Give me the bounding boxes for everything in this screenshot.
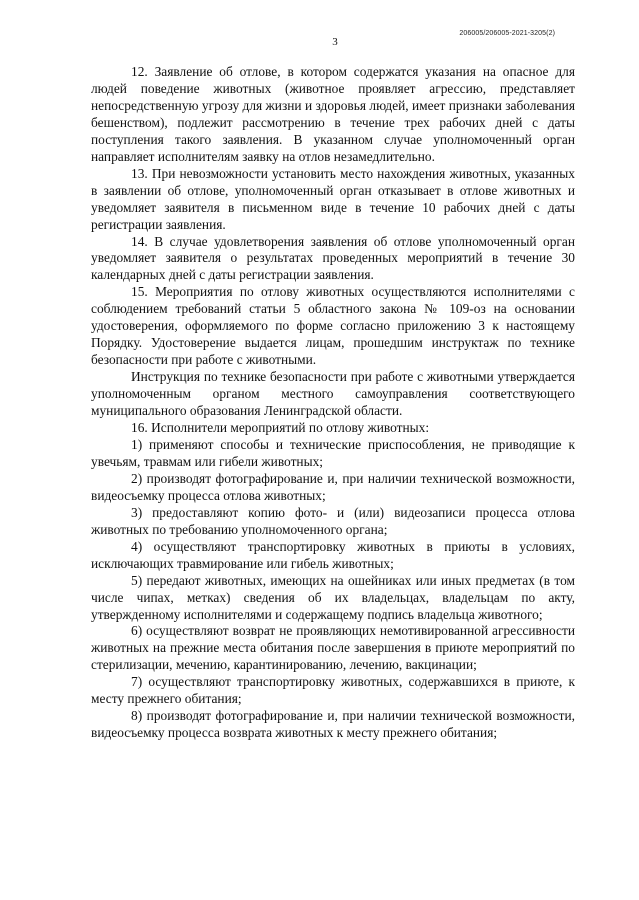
paragraph-instruction: Инструкция по технике безопасности при работе с животными утверждается уполномоченным органом местного самоуправления соответствующего муниципального образования Ленинградской области. (91, 369, 575, 419)
paragraph-15: 15. Мероприятия по отлову животных осуществляются исполнителями с соблюдением требований статьи 5 областного закона № 109-оз на основании удостоверения, оформляемого по форме согласно приложению 3 к настоящему Порядку. Удостоверение выдается лицам, прошедшим инструктаж по технике безопасности при работе с животными. (91, 284, 575, 368)
paragraph-12: 12. Заявление об отлове, в котором содержатся указания на опасное для людей поведение животных (животное проявляет агрессию, представляет непосредственную угрозу для жизни и здоровья людей, имеет признаки заболевания бешенством), подлежит рассмотрению в течение трех рабочих дней с даты поступления такого заявления. В указанном случае уполномоченный орган направляет исполнителям заявку на отлов незамедлительно. (91, 64, 575, 164)
paragraph-13: 13. При невозможности установить место нахождения животных, указанных в заявлении об отлове, уполномоченный орган отказывает в отлове животных и уведомляет заявителя в письменном виде в течение 10 рабочих дней с даты регистрации заявления. (91, 165, 575, 232)
list-item-2: 2) производят фотографирование и, при наличии технической возможности, видеосъемку процесса отлова животных; (91, 470, 575, 503)
list-item-6: 6) осуществляют возврат не проявляющих немотивированной агрессивности животных на прежние места обитания после завершения в приюте мероприятий по стерилизации, мечению, карантинированию, лечению, вакцинации; (91, 623, 575, 673)
list-item-7: 7) осуществляют транспортировку животных, содержавшихся в приюте, к месту прежнего обитания; (91, 674, 575, 707)
list-item-8: 8) производят фотографирование и, при наличии технической возможности, видеосъемку процесса возврата животных к месту прежнего обитания; (91, 708, 575, 741)
list-item-5: 5) передают животных, имеющих на ошейниках или иных предметах (в том числе чипах, метках) сведения об их владельцах, владельцам по акту, утвержденному исполнителями и содержащему подпись владельца животного; (91, 572, 575, 622)
document-body (91, 64, 575, 742)
paragraph-16: 16. Исполнители мероприятий по отлову животных: (131, 420, 430, 436)
page-number: 3 (332, 36, 338, 48)
list-item-1: 1) применяют способы и технические приспособления, не приводящие к увечьям, травмам или гибели животных; (91, 436, 575, 469)
document-id: 206005/206005-2021-3205(2) (459, 30, 555, 37)
paragraph-14: 14. В случае удовлетворения заявления об отлове уполномоченный орган уведомляет заявителя о результатах проведенных мероприятий в течение 30 календарных дней с даты регистрации заявления. (91, 233, 575, 283)
list-item-3: 3) предоставляют копию фото- и (или) видеозаписи процесса отлова животных по требованию уполномоченного органа; (91, 504, 575, 537)
list-item-4: 4) осуществляют транспортировку животных в приюты в условиях, исключающих травмирование или гибель животных; (91, 538, 575, 571)
